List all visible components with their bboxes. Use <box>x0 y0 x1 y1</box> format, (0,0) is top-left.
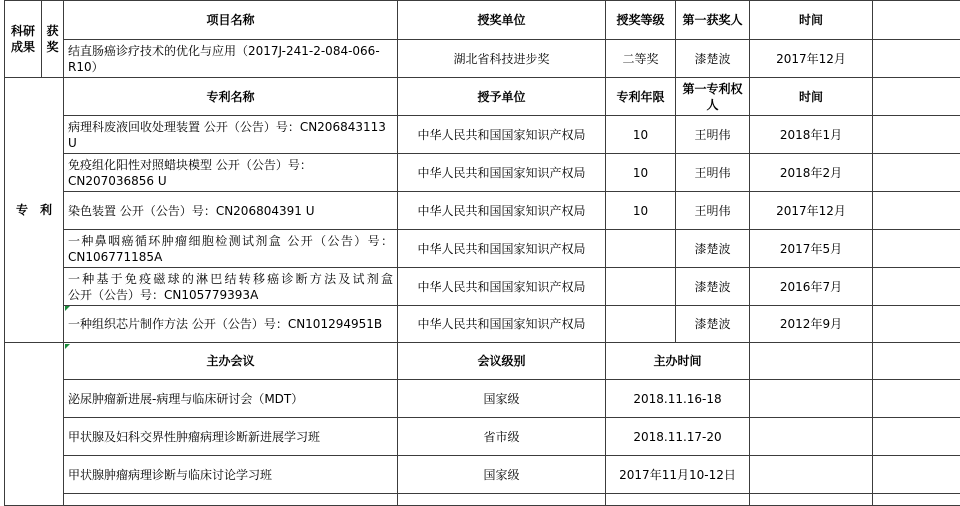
empty-cell[interactable] <box>873 1 960 40</box>
patent-name-cell[interactable]: 一种组织芯片制作方法 公开（公告）号：CN101294951B <box>64 306 398 343</box>
award-level-cell[interactable]: 二等奖 <box>606 40 676 78</box>
patent-name-line2: 公开（公告）号：CN105779393A <box>68 287 393 303</box>
awards-header-row <box>5 1 960 40</box>
empty-cell[interactable] <box>873 116 960 154</box>
patent-time-cell[interactable]: 2012年9月 <box>750 306 873 343</box>
patent-years-cell[interactable]: 10 <box>606 116 676 154</box>
table-row <box>5 116 960 154</box>
patent-name-cell[interactable]: 病理科废液回收处理装置 公开（公告）号：CN206843113 U <box>64 116 398 154</box>
empty-cell[interactable] <box>873 456 960 494</box>
award-first-cell[interactable]: 漆楚波 <box>676 40 750 78</box>
empty-cell[interactable] <box>750 418 873 456</box>
awards-header-level[interactable]: 授奖等级 <box>606 1 676 40</box>
patent-name-cell[interactable]: 免疫组化阳性对照蜡块模型 公开（公告）号：CN207036856 U <box>64 154 398 192</box>
patent-unit-cell[interactable]: 中华人民共和国国家知识产权局 <box>398 306 606 343</box>
table-row <box>5 418 960 456</box>
patent-time-cell[interactable]: 2017年12月 <box>750 192 873 230</box>
patent-first-cell[interactable]: 王明伟 <box>676 116 750 154</box>
patent-name-cell[interactable]: 染色装置 公开（公告）号：CN206804391 U <box>64 192 398 230</box>
patent-years-cell[interactable] <box>606 306 676 343</box>
patent-years-cell[interactable] <box>606 268 676 306</box>
empty-cell[interactable] <box>750 380 873 418</box>
patent-first-cell[interactable]: 王明伟 <box>676 192 750 230</box>
empty-cell[interactable] <box>873 380 960 418</box>
conferences-header-name[interactable]: 主办会议 <box>64 343 398 380</box>
award-unit-cell[interactable]: 湖北省科技进步奖 <box>398 40 606 78</box>
patents-header-years[interactable]: 专利年限 <box>606 78 676 116</box>
patents-header-name[interactable]: 专利名称 <box>64 78 398 116</box>
table-row <box>5 154 960 192</box>
achievements-table <box>4 0 960 506</box>
patent-first-cell[interactable]: 王明伟 <box>676 154 750 192</box>
table-row <box>5 306 960 343</box>
patent-time-cell[interactable]: 2017年5月 <box>750 230 873 268</box>
patents-header-row <box>5 78 960 116</box>
conference-time-cell[interactable]: 2017年11月10-12日 <box>606 456 750 494</box>
patent-first-cell[interactable]: 漆楚波 <box>676 306 750 343</box>
conferences-header-time[interactable]: 主办时间 <box>606 343 750 380</box>
comment-marker-icon <box>65 344 70 349</box>
table-row <box>5 230 960 268</box>
patent-unit-cell[interactable]: 中华人民共和国国家知识产权局 <box>398 192 606 230</box>
conference-name-cell[interactable]: 甲状腺肿瘤病理诊断与临床讨论学习班 <box>64 456 398 494</box>
empty-cell[interactable] <box>64 494 398 506</box>
comment-marker-icon <box>65 306 70 311</box>
patent-time-cell[interactable]: 2016年7月 <box>750 268 873 306</box>
awards-subcategory-cell <box>42 1 64 78</box>
awards-subcategory-line2: 奖 <box>42 39 63 55</box>
conferences-header-level[interactable]: 会议级别 <box>398 343 606 380</box>
table-row <box>5 40 960 78</box>
awards-header-name[interactable]: 项目名称 <box>64 1 398 40</box>
empty-cell[interactable] <box>873 268 960 306</box>
patent-unit-cell[interactable]: 中华人民共和国国家知识产权局 <box>398 154 606 192</box>
conference-time-cell[interactable]: 2018.11.17-20 <box>606 418 750 456</box>
empty-cell[interactable] <box>750 494 873 506</box>
awards-header-time[interactable]: 时间 <box>750 1 873 40</box>
patent-unit-cell[interactable]: 中华人民共和国国家知识产权局 <box>398 230 606 268</box>
awards-header-first[interactable]: 第一获奖人 <box>676 1 750 40</box>
awards-category-cell <box>5 1 42 78</box>
patent-unit-cell[interactable]: 中华人民共和国国家知识产权局 <box>398 268 606 306</box>
conference-name-cell[interactable]: 泌尿肿瘤新进展-病理与临床研讨会（MDT） <box>64 380 398 418</box>
patent-name-line1: 一种基于免疫磁球的淋巴结转移癌诊断方法及试剂盒 <box>68 271 393 287</box>
empty-cell[interactable] <box>873 40 960 78</box>
patents-header-time[interactable]: 时间 <box>750 78 873 116</box>
award-name-cell[interactable]: 结直肠癌诊疗技术的优化与应用（2017J-241-2-084-066-R10） <box>64 40 398 78</box>
patent-time-cell[interactable]: 2018年1月 <box>750 116 873 154</box>
empty-cell[interactable] <box>873 230 960 268</box>
conferences-category-cell[interactable] <box>5 343 64 506</box>
patent-time-cell[interactable]: 2018年2月 <box>750 154 873 192</box>
conference-level-cell[interactable]: 省市级 <box>398 418 606 456</box>
patents-header-unit[interactable]: 授予单位 <box>398 78 606 116</box>
patent-name-line1: 一种鼻咽癌循环肿瘤细胞检测试剂盒 公开（公告）号： <box>68 233 393 249</box>
awards-category-line2: 成果 <box>5 39 41 55</box>
patents-header-first[interactable]: 第一专利权人 <box>676 78 750 116</box>
table-row <box>5 456 960 494</box>
empty-cell[interactable] <box>606 494 750 506</box>
patent-first-cell[interactable]: 漆楚波 <box>676 268 750 306</box>
patent-first-cell[interactable]: 漆楚波 <box>676 230 750 268</box>
table-row <box>5 268 960 306</box>
patents-category-cell[interactable]: 专 利 <box>5 78 64 343</box>
empty-cell[interactable] <box>873 418 960 456</box>
patent-unit-cell[interactable]: 中华人民共和国国家知识产权局 <box>398 116 606 154</box>
empty-cell[interactable] <box>873 78 960 116</box>
empty-cell[interactable] <box>873 494 960 506</box>
empty-cell[interactable] <box>398 494 606 506</box>
empty-cell[interactable] <box>750 456 873 494</box>
patent-name-line2: CN106771185A <box>68 249 393 265</box>
awards-header-unit[interactable]: 授奖单位 <box>398 1 606 40</box>
patent-years-cell[interactable]: 10 <box>606 192 676 230</box>
table-row <box>5 494 960 506</box>
awards-subcategory-line1: 获 <box>42 23 63 39</box>
empty-cell[interactable] <box>873 306 960 343</box>
patent-years-cell[interactable] <box>606 230 676 268</box>
table-row <box>5 380 960 418</box>
table-row <box>5 192 960 230</box>
conference-time-cell[interactable]: 2018.11.16-18 <box>606 380 750 418</box>
conferences-header-row <box>5 343 960 380</box>
patent-name-cell[interactable] <box>64 268 398 306</box>
patent-name-cell[interactable] <box>64 230 398 268</box>
empty-cell[interactable] <box>873 154 960 192</box>
empty-cell[interactable] <box>750 343 873 380</box>
empty-cell[interactable] <box>873 192 960 230</box>
conference-name-cell[interactable]: 甲状腺及妇科交界性肿瘤病理诊断新进展学习班 <box>64 418 398 456</box>
conference-level-cell[interactable]: 国家级 <box>398 380 606 418</box>
conference-level-cell[interactable]: 国家级 <box>398 456 606 494</box>
patent-years-cell[interactable]: 10 <box>606 154 676 192</box>
empty-cell[interactable] <box>873 343 960 380</box>
award-time-cell[interactable]: 2017年12月 <box>750 40 873 78</box>
awards-category-line1: 科研 <box>5 23 41 39</box>
